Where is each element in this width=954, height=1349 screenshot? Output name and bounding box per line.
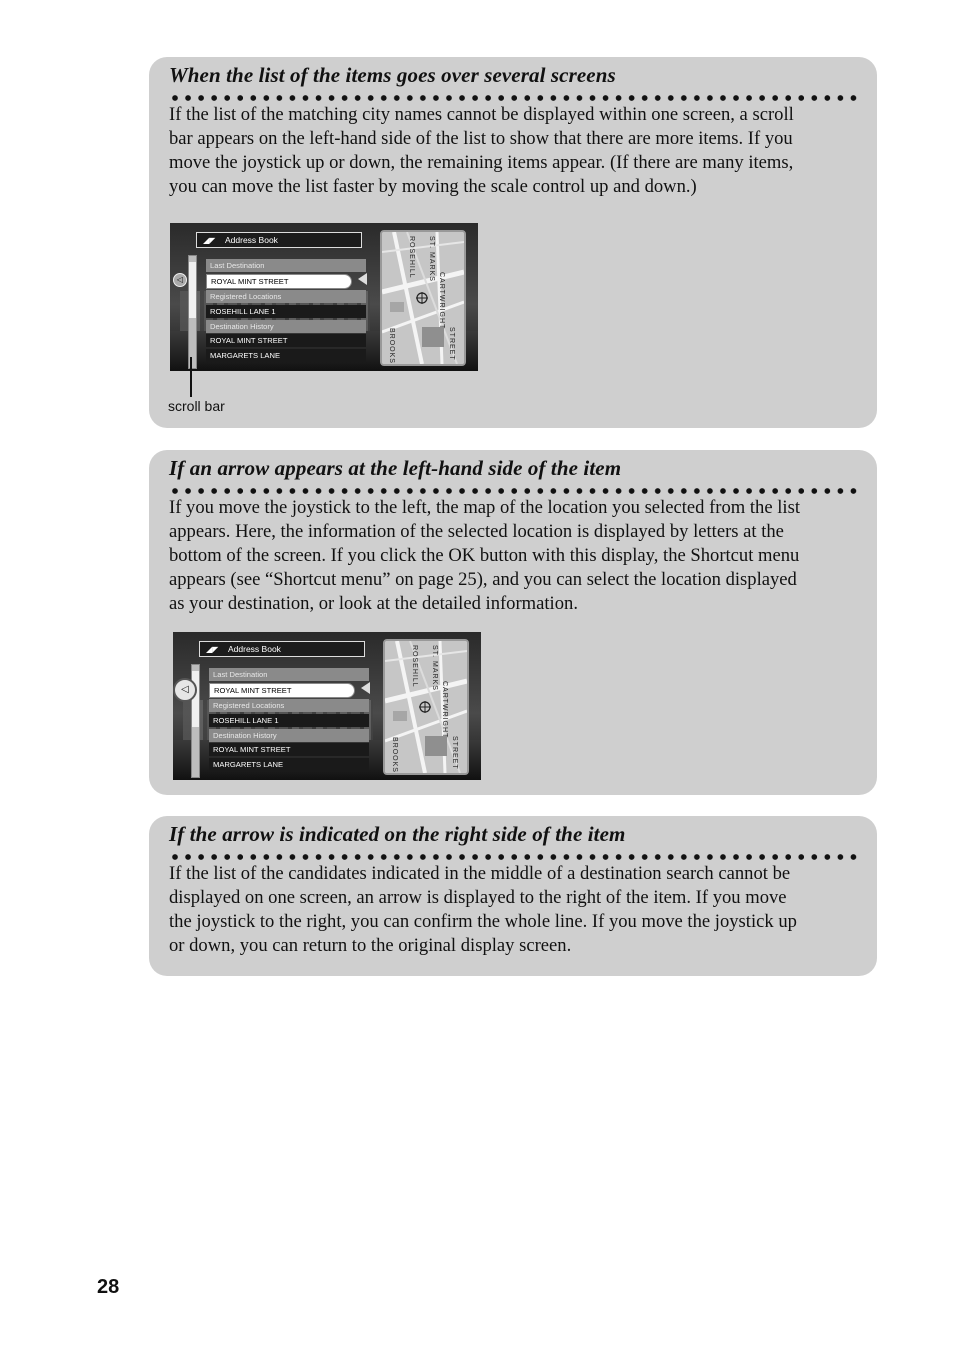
dotted-divider <box>171 94 863 102</box>
text-line: If the list of the candidates indicated in the middle of a destination search cannot be <box>169 863 791 884</box>
address-book-icon: ◢◤ <box>206 645 219 654</box>
map-preview <box>380 230 466 366</box>
text-line: or down, you can return to the original display screen. <box>169 935 572 956</box>
text-line: bottom of the screen. If you click the OK button with this display, the Shortcut menu <box>169 545 800 566</box>
section-paragraph <box>169 103 859 199</box>
page-number: 28 <box>97 1276 120 1298</box>
map-label: STREET <box>451 736 458 770</box>
section-heading: When the list of the items goes over several screens <box>169 63 616 87</box>
address-book-icon: ◢◤ <box>203 236 216 245</box>
section-heading: If the arrow is indicated on the right side of the item <box>169 822 626 846</box>
screen-header-label: Address Book <box>225 235 278 245</box>
map-label: BROOKS <box>391 737 398 773</box>
list-item-selected[interactable]: ROYAL MINT STREET <box>206 274 352 289</box>
dotted-divider <box>171 487 863 495</box>
nav-screen-example <box>173 632 481 780</box>
text-line: appears (see “Shortcut menu” on page 25), and you can select the location displayed <box>169 569 797 590</box>
info-box-scroll-list <box>149 57 877 428</box>
list-item[interactable]: MARGARETS LANE <box>206 349 366 362</box>
list-category: Destination History <box>209 729 369 742</box>
list-item[interactable]: ROYAL MINT STREET <box>209 743 369 756</box>
text-line: displayed on one screen, an arrow is displayed to the right of the item. If you move <box>169 887 787 908</box>
left-arrow-icon: ◁ <box>173 273 187 287</box>
text-line: appears. Here, the information of the selected location is displayed by letters at the <box>169 521 784 542</box>
text-line: you can move the list faster by moving the scale control up and down.) <box>169 176 697 197</box>
list-category: Last Destination <box>209 668 369 681</box>
list-category: Registered Locations <box>209 699 369 712</box>
scroll-bar[interactable] <box>188 255 197 369</box>
screen-header-label: Address Book <box>228 644 281 654</box>
address-list <box>206 259 366 364</box>
list-item[interactable]: ROSEHILL LANE 1 <box>209 714 369 727</box>
text-line: as your destination, or look at the detailed information. <box>169 593 578 614</box>
screen-header <box>196 232 362 248</box>
list-item[interactable]: MARGARETS LANE <box>209 758 369 771</box>
text-line: If you move the joystick to the left, the map of the location you selected from the list <box>169 497 800 518</box>
list-category: Last Destination <box>206 259 366 272</box>
text-line: If the list of the matching city names cannot be displayed within one screen, a scroll <box>169 104 794 125</box>
map-pointer-icon <box>358 273 367 285</box>
list-category: Destination History <box>206 320 366 333</box>
address-list <box>209 668 369 773</box>
screen-header <box>199 641 365 657</box>
map-label: CARTWRIGHT <box>438 272 445 330</box>
info-box-right-arrow <box>149 816 877 976</box>
dotted-divider <box>171 853 863 861</box>
map-label: CARTWRIGHT <box>441 681 448 739</box>
scroll-thumb[interactable] <box>192 671 199 727</box>
list-item-selected[interactable]: ROYAL MINT STREET <box>209 683 355 698</box>
scroll-thumb[interactable] <box>189 262 196 318</box>
section-paragraph <box>169 496 859 616</box>
list-category: Registered Locations <box>206 290 366 303</box>
map-label: STREET <box>448 327 455 361</box>
info-box-left-arrow <box>149 450 877 795</box>
text-line: the joystick to the right, you can confirm the whole line. If you move the joystick up <box>169 911 797 932</box>
scroll-bar-caption: scroll bar <box>168 398 225 414</box>
map-label: ST. MARKS <box>431 645 438 691</box>
text-line: move the joystick up or down, the remaining items appear. (If there are many items, <box>169 152 794 173</box>
map-pointer-icon <box>361 682 370 694</box>
map-label: ST. MARKS <box>428 236 435 282</box>
scroll-bar-callout-line <box>190 357 192 397</box>
left-arrow-icon[interactable]: ◁ <box>173 678 197 702</box>
map-preview <box>383 639 469 775</box>
text-line: bar appears on the left-hand side of the list to show that there are more items. If you <box>169 128 793 149</box>
map-label: BROOKS <box>388 328 395 364</box>
section-heading: If an arrow appears at the left-hand side of the item <box>169 456 622 480</box>
map-label: ROSEHILL <box>411 645 418 688</box>
section-paragraph <box>169 862 859 958</box>
nav-screen-example <box>170 223 478 371</box>
map-label: ROSEHILL <box>408 236 415 279</box>
list-item[interactable]: ROSEHILL LANE 1 <box>206 305 366 318</box>
list-item[interactable]: ROYAL MINT STREET <box>206 334 366 347</box>
